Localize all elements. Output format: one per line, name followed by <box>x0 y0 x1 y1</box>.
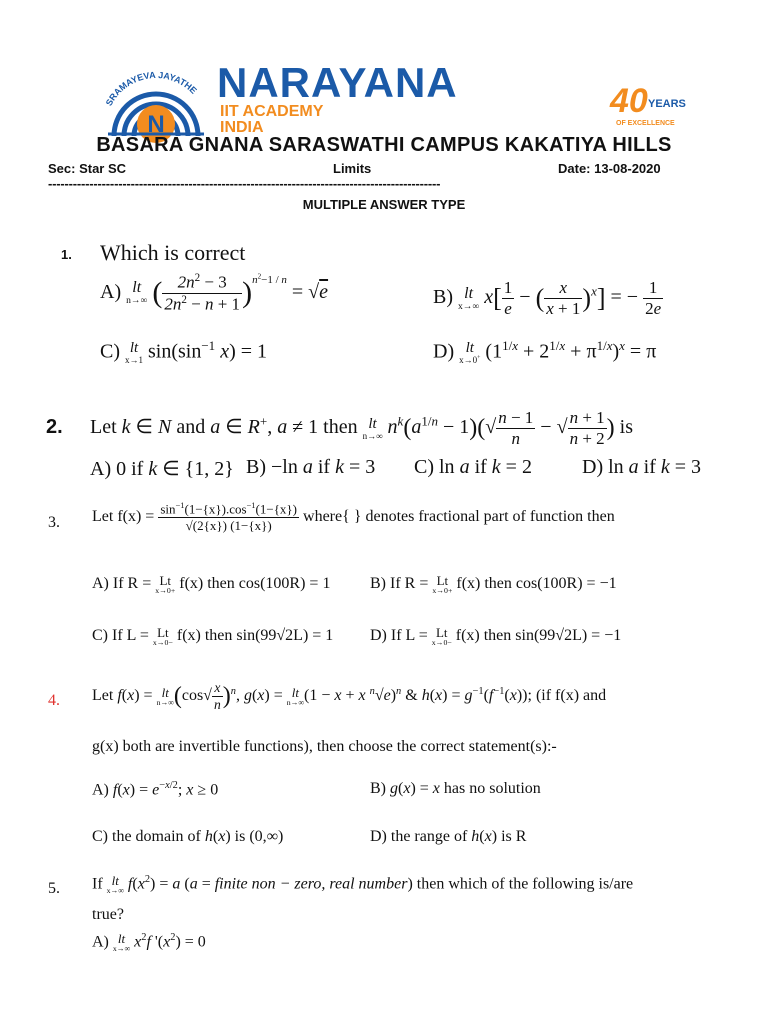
q3-statement: Let f(x) = $\frac{\sin^{-1}(1-\{x\}).\cos^{-1}(1-\{x\})}{√(2\{x\}) (1-\{x\})}$ where{ } denotes fractional part of function then <box>92 500 615 534</box>
q3-option-b: B) If R = Lt x→0+ f(x) then cos(100R) = −1 <box>370 573 617 595</box>
svg-text:SRAMAYEVA JAYATHE: SRAMAYEVA JAYATHE <box>103 69 199 108</box>
q3-option-a: A) If R = Lt x→0+ f(x) then cos(100R) = 1 <box>92 573 331 595</box>
badge-number: 40 <box>610 82 648 120</box>
topic-label: Limits <box>333 161 372 176</box>
q2-option-d: D) ln a if k = 3 <box>582 456 702 478</box>
q3-option-d: D) If L = Lt x→0− f(x) then sin(99√2L) = −1 <box>370 625 622 647</box>
q4-option-c: C) the domain of h(x) is (0,∞) <box>92 828 284 845</box>
q1-text: Which is correct <box>100 240 246 265</box>
q4-statement: Let f(x) = lt n→∞ (cos√ $\frac{x}{n}$ )$^n$, g(x) = lt n→∞ (1 − x + x $^n$√e)$^n$ & $h(x) = g^{-1}(f^{-1}(x))$; (if f(x) and <box>92 680 607 712</box>
q5-number: 5. <box>48 880 60 897</box>
section-label: Sec: Star SC <box>48 161 127 176</box>
divider-line: ----------------------------------------------------------------------------------------------- <box>48 176 441 191</box>
q1-option-d: D) lt x→0+ $(1^{1/x} + 2^{1/x} + \pi^{1/x})^x = \pi$ <box>433 338 657 366</box>
q1-option-a: A) lt n→∞ ( $\frac{2n^2 - 3}{2n^2 - n + 1}$ )$^{n^2-1 / n}$ = √e <box>100 272 329 314</box>
q3-option-c: C) If L = Lt x→0− f(x) then sin(99√2L) = 1 <box>92 625 334 647</box>
brand-sub2: INDIA <box>220 119 264 136</box>
q1-number: 1. <box>61 247 72 262</box>
q4-line2: g(x) both are invertible functions), then choose the correct statement(s):- <box>92 738 557 755</box>
subtitle: MULTIPLE ANSWER TYPE <box>302 197 466 212</box>
date-label: Date: 13-08-2020 <box>558 161 661 176</box>
q2-statement: Let k ∈ N and a ∈ R+, a ≠ 1 then lt n→∞ $n^k(a^{1/n} - 1)(√$ $\frac{n - 1}{n}$ − √ $\frac{n + 1}{n + 2}$ ) is <box>90 408 633 448</box>
q1-option-c: C) lt x→1 $\sin(\sin^{-1}$ x) = 1 <box>100 338 268 366</box>
q5-line2: true? <box>92 906 124 923</box>
q5-option-a: A) lt x→∞ $x^2f$ '$(x^2) = 0$ <box>92 931 206 954</box>
q2-option-b: B) −ln a if k = 3 <box>246 456 376 478</box>
svg-text:N: N <box>147 111 165 138</box>
q2-option-a: A) 0 if k ∈ {1, 2} <box>90 458 234 480</box>
badge-line2: OF EXCELLENCE <box>616 120 675 127</box>
q2-option-c: C) ln a if k = 2 <box>414 456 532 478</box>
q4-number: 4. <box>48 692 60 709</box>
q1-option-b: B) lt x→∞ x[ $\frac{1}{e}$ − ( $\frac{x}{x + 1}$ )$^x$] = − $\frac{1}{2e}$ <box>433 278 662 318</box>
anniversary-badge <box>610 84 684 134</box>
q4-option-d: D) the range of h(x) is R <box>370 828 527 845</box>
campus-title: BASARA GNANA SARASWATHI CAMPUS KAKATIYA HILLS <box>96 134 672 156</box>
brand-sub1: IIT ACADEMY <box>220 103 324 120</box>
q5-statement: If lt x→∞ $f(x^2) = a$ (a = finite non − zero, real number) then which of the following is/are <box>92 873 634 896</box>
q3-number: 3. <box>48 514 60 531</box>
q4-option-a: A) $f(x) = e^{-x/2}$; x ≥ 0 <box>92 780 219 799</box>
badge-line1: YEARS <box>648 98 686 110</box>
q4-option-b: B) g(x) = x has no solution <box>370 780 541 797</box>
q2-number: 2. <box>46 416 63 438</box>
brand-name: NARAYANA <box>217 59 458 106</box>
